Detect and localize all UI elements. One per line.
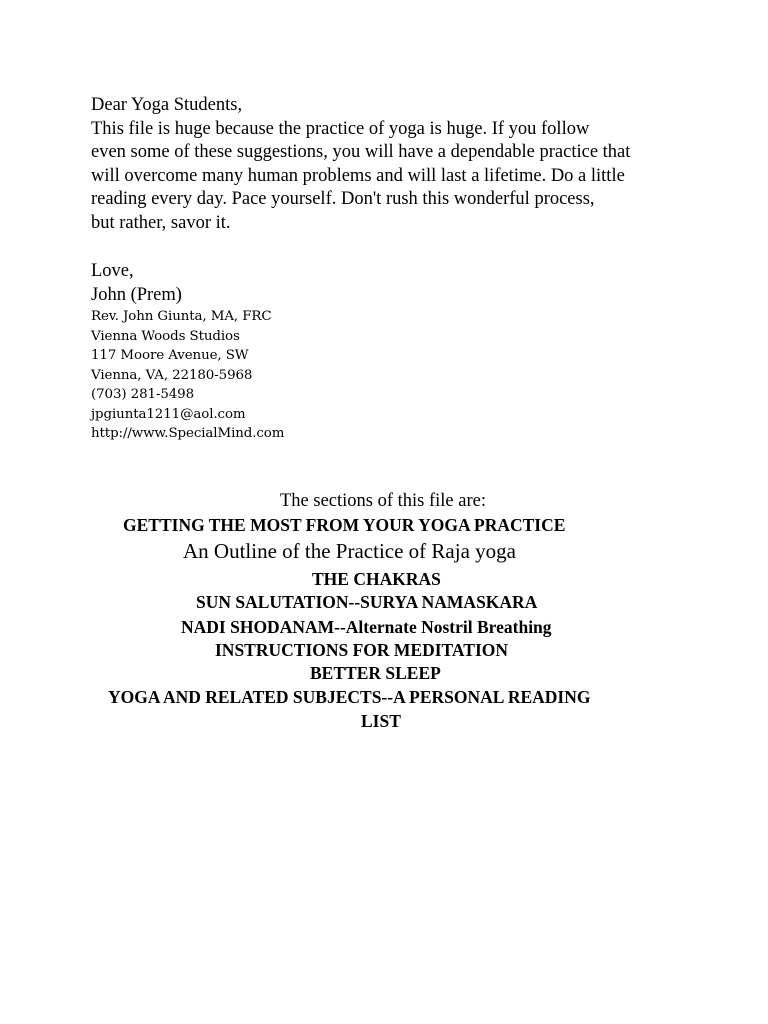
section-item: YOGA AND RELATED SUBJECTS--A PERSONAL READING (108, 687, 591, 707)
section-item: NADI SHODANAM--Alternate Nostril Breathing (181, 617, 552, 637)
letter-body-line: reading every day. Pace yourself. Don't rush this wonderful process, (91, 189, 595, 209)
contact-city: Vienna, VA, 22180-5968 (91, 367, 253, 383)
contact-block (91, 307, 284, 444)
contact-street: 117 Moore Avenue, SW (91, 348, 249, 363)
contact-website: http://www.SpecialMind.com (91, 426, 285, 441)
sections-intro (0, 489, 768, 513)
contact-name: Rev. John Giunta, MA, FRC (91, 309, 272, 324)
section-item: LIST (361, 711, 401, 731)
letter-body (91, 94, 691, 235)
section-item: GETTING THE MOST FROM YOUR YOGA PRACTICE (123, 515, 566, 535)
sections-intro-text: The sections of this file are: (279, 491, 486, 511)
section-item: An Outline of the Practice of Raja yoga (183, 539, 516, 563)
letter-greeting: Dear Yoga Students, (91, 95, 243, 115)
letter-closing-block (91, 259, 182, 307)
section-item: INSTRUCTIONS FOR MEDITATION (215, 640, 509, 660)
letter-body-line: even some of these suggestions, you will have a dependable practice that (91, 142, 631, 162)
letter-signature: John (Prem) (91, 285, 182, 305)
letter-body-line: This file is huge because the practice of yoga is huge. If you follow (91, 118, 590, 139)
section-item: SUN SALUTATION--SURYA NAMASKARA (196, 592, 538, 612)
contact-phone: (703) 281-5498 (91, 387, 195, 402)
section-item: THE CHAKRAS (312, 569, 441, 589)
letter-body-line: but rather, savor it. (91, 212, 231, 233)
contact-studio: Vienna Woods Studios (91, 328, 240, 344)
section-item: BETTER SLEEP (310, 663, 441, 683)
letter-closing: Love, (91, 261, 134, 281)
letter-body-line: will overcome many human problems and will last a lifetime. Do a little (91, 165, 625, 186)
contact-email: jpgiunta1211@aol.com (91, 406, 246, 422)
